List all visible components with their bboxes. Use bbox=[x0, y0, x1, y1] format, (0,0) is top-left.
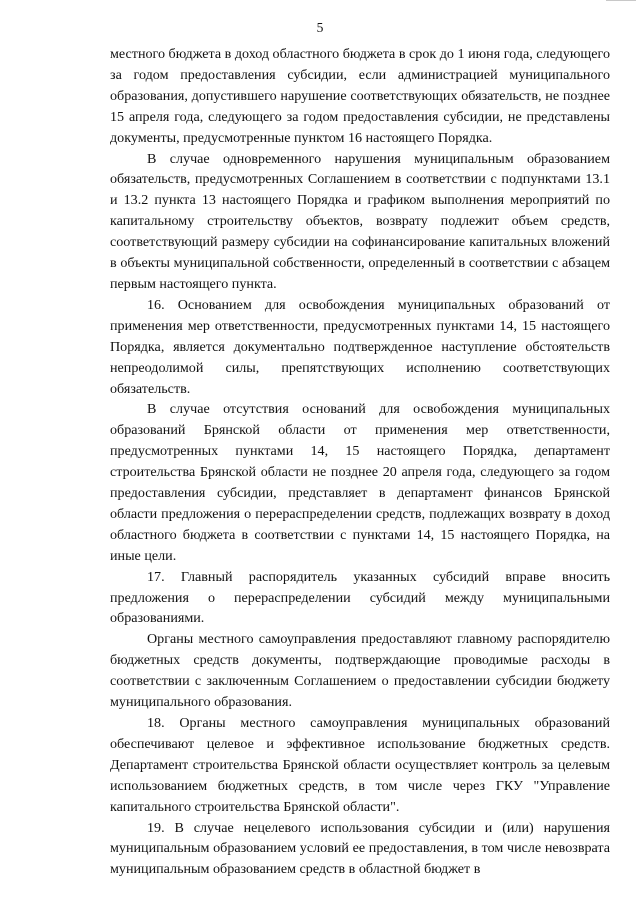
paragraph: В случае отсутствия оснований для освобождения муниципальных образований Брянской области от применения мер ответственности, предусмотренных пунктами 14, 15 настоящего Порядка, департамент строительства Брянской области не позднее 20 апреля года, следующего за годом предоставления субсидии, представляет в департамент финансов Брянской области предложения о перераспределении средств, подлежащих возврату в доход областного бюджета в соответствии с пунктами 14, 15 настоящего Порядка, на иные цели. bbox=[110, 401, 610, 564]
paragraph: местного бюджета в доход областного бюджета в срок до 1 июня года, следующего за годом предоставления субсидии, если администрацией муниципального образования, допустившего нарушение соответствующих обязательств, не позднее 15 апреля года, следующего за годом предоставления субсидии, не представлены документы, предусмотренные пунктом 16 настоящего Порядка. bbox=[110, 46, 610, 146]
paragraph-clause-17: 17. Главный распорядитель указанных субсидий вправе вносить предложения о перераспределении субсидий между муниципальными образованиями. bbox=[110, 568, 610, 627]
paragraph-clause-19: 19. В случае нецелевого использования субсидии и (или) нарушения муниципальным образованием условий ее предоставления, в том числе невозврата муниципальным образованием средств в областной бюджет в bbox=[110, 819, 610, 878]
paragraph-clause-16: 16. Основанием для освобождения муниципальных образований от применения мер ответственности, предусмотренных пунктами 14, 15 настоящего Порядка, является документально подтвержденное наступление обстоятельств непреодолимой силы, препятствующих исполнению соответствующих обязательств. bbox=[110, 296, 610, 397]
scan-edge-mark bbox=[606, 0, 636, 4]
paragraph: Органы местного самоуправления предоставляют главному распорядителю бюджетных средств документы, подтверждающие проводимые расходы в соответствии с заключенным Соглашением о предоставлении субсидии бюджету муниципального образования. bbox=[110, 631, 610, 711]
paragraph: В случае одновременного нарушения муниципальным образованием обязательств, предусмотренных Соглашением в соответствии с подпунктами 13.1 и 13.2 пункта 13 настоящего Порядка и графиком выполнения мероприятий по капитальному строительству объектов, возврату подлежит объем средств, соответствующий размеру субсидии на софинансирование капитальных вложений в объекты муниципальной собственности, определенный в соответствии с абзацем первым настоящего пункта. bbox=[110, 150, 610, 292]
document-body bbox=[110, 44, 610, 880]
paragraph-clause-18: 18. Органы местного самоуправления муниципальных образований обеспечивают целевое и эффективное использование бюджетных средств. Департамент строительства Брянской области осуществляет контроль за целевым использованием бюджетных средств, в том числе через ГКУ "Управление капитального строительства Брянской области". bbox=[110, 715, 610, 815]
page-number: 5 bbox=[316, 20, 324, 35]
